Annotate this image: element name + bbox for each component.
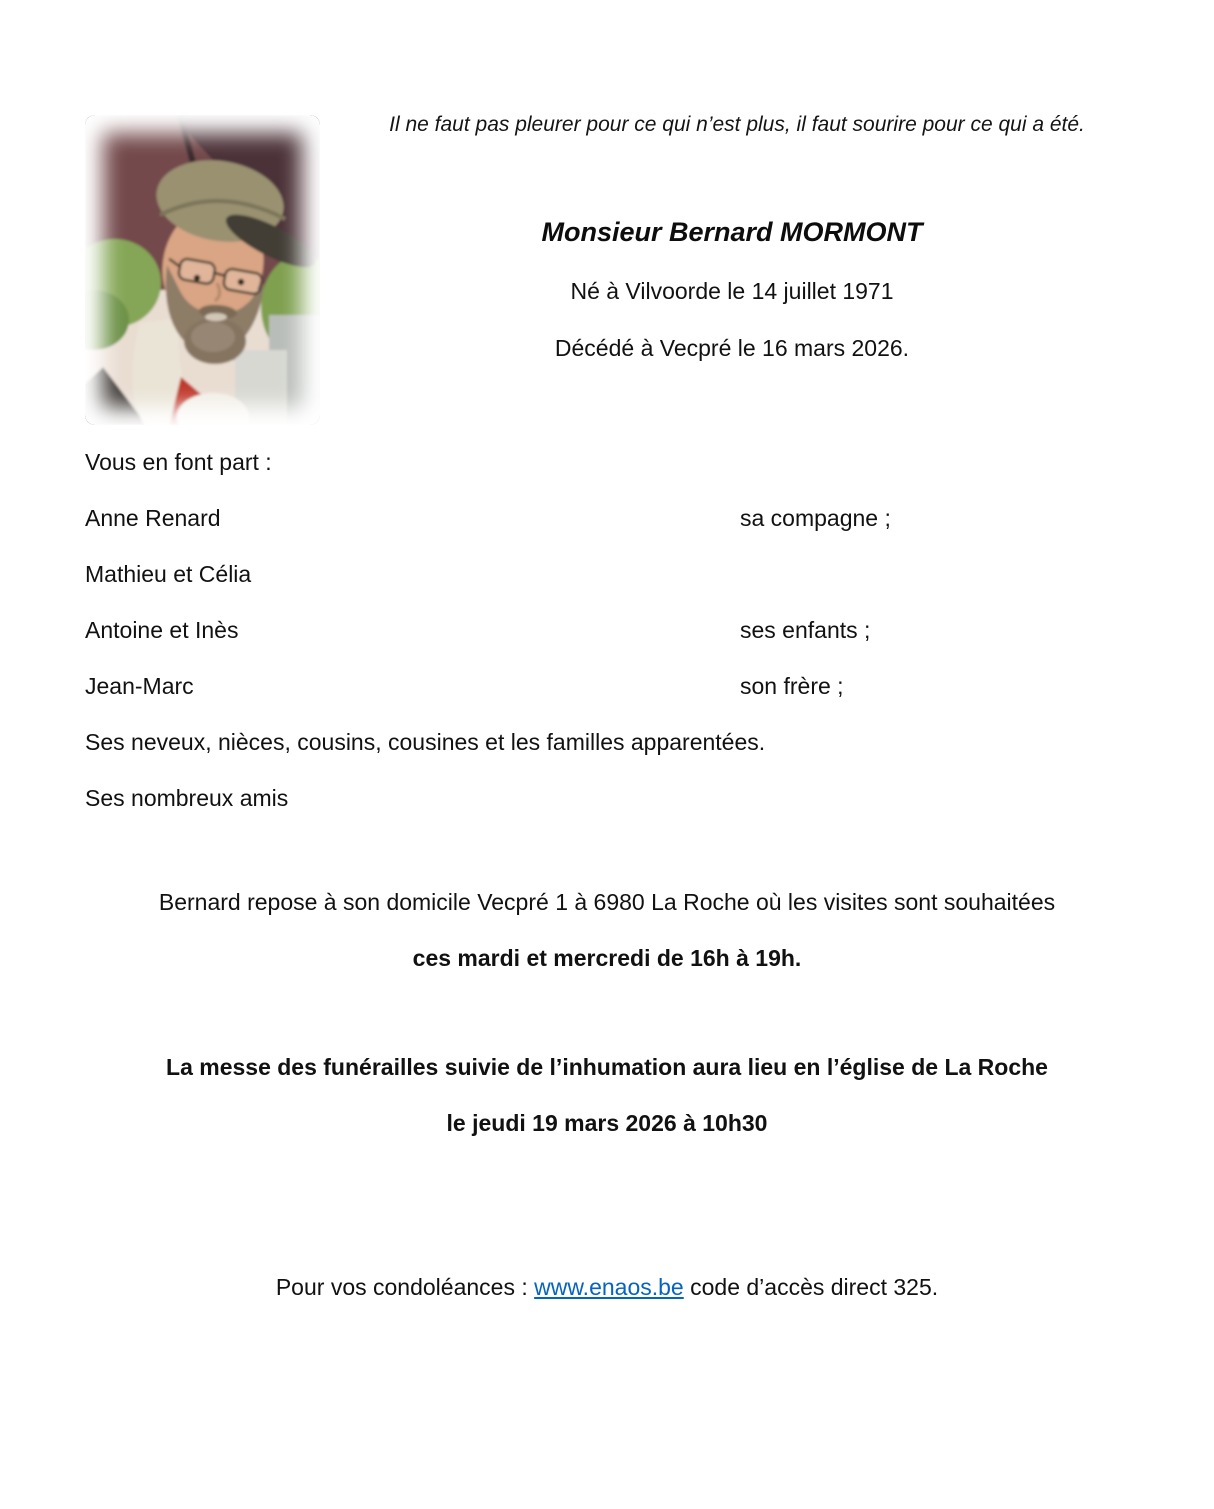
visitation-line1: Bernard repose à son domicile Vecpré 1 à 6980 La Roche où les visites sont souhaitées [158, 889, 1056, 915]
family-relation: ses enfants ; [740, 617, 871, 643]
condolences-suffix: code d’accès direct 325. [683, 1274, 939, 1300]
family-row [85, 784, 1129, 840]
portrait-illustration [85, 115, 320, 425]
funeral-line2: le jeudi 19 mars 2026 à 10h30 [446, 1110, 768, 1136]
family-list [85, 504, 1129, 840]
family-names: Ses nombreux amis [85, 785, 289, 811]
enaos-link[interactable]: www.enaos.be [534, 1274, 684, 1300]
family-relation: sa compagne ; [740, 505, 891, 531]
funeral-line1: La messe des funérailles suivie de l’inhumation aura lieu en l’église de La Roche [166, 1054, 1048, 1080]
announcement-intro: Vous en font part : [85, 449, 272, 475]
deceased-block [330, 216, 1134, 362]
family-row [85, 728, 1129, 784]
family-names: Mathieu et Célia [85, 561, 252, 587]
family-names: Ses neveux, nièces, cousins, cousines et les familles apparentées. [85, 729, 766, 755]
family-row [85, 616, 1129, 672]
family-names: Jean-Marc [85, 673, 194, 699]
family-row [85, 560, 1129, 616]
deceased-name: Monsieur Bernard MORMONT [541, 217, 923, 247]
death-line: Décédé à Vecpré le 16 mars 2026. [554, 335, 910, 361]
family-names: Anne Renard [85, 505, 221, 531]
birth-line: Né à Vilvoorde le 14 juillet 1971 [570, 278, 894, 304]
family-relation: son frère ; [740, 673, 844, 699]
family-row [85, 504, 1129, 560]
visitation-line2: ces mardi et mercredi de 16h à 19h. [412, 945, 802, 971]
family-row [85, 672, 1129, 728]
family-names: Antoine et Inès [85, 617, 239, 643]
condolences-prefix: Pour vos condoléances : [275, 1274, 535, 1300]
deceased-photo [85, 115, 320, 425]
condolences-line [60, 1273, 1154, 1301]
epitaph-quote: Il ne faut pas pleurer pour ce qui n’est plus, il faut sourire pour ce qui a été. [389, 113, 1085, 136]
